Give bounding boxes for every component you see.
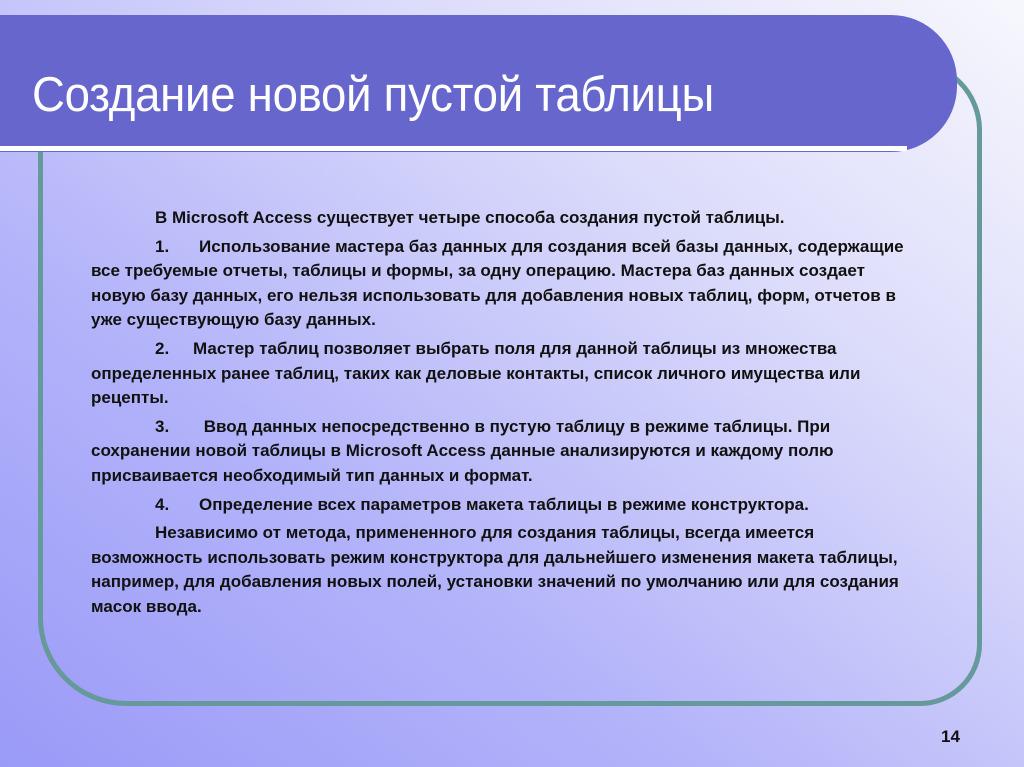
item-text: Использование мастера баз данных для создания всей базы данных, содержащие все требуемые отчеты, таблицы и формы, за одну операцию. Мастера баз данных создает новую базу данных, его нельзя использовать для добавления новых таблиц, форм, отчетов в уже существующую базу данных. — [91, 236, 904, 330]
list-item-3 — [91, 415, 921, 489]
item-number: 1. — [155, 236, 170, 256]
conclusion-paragraph: Независимо от метода, примененного для создания таблицы, всегда имеется возможность использовать режим конструктора для дальнейшего изменения макета таблицы, например, для добавления новых полей, установки значений по умолчанию или для создания масок ввода. — [91, 523, 899, 616]
list-item-1 — [91, 235, 921, 333]
item-number: 4. — [155, 494, 170, 514]
item-text: Мастер таблиц позволяет выбрать поля для данной таблицы из множества определенных ранее таблиц, таких как деловые контакты, список личного имущества или рецепты. — [91, 338, 861, 408]
list-item-4 — [91, 493, 921, 518]
slide-title: Создание новой пустой таблицы — [32, 68, 714, 122]
slide-body — [91, 206, 921, 624]
intro-paragraph: В Microsoft Access существует четыре способа создания пустой таблицы. — [155, 208, 785, 227]
title-bar — [0, 15, 957, 152]
item-text: Ввод данных непосредственно в пустую таблицу в режиме таблицы. При сохранении новой таблицы в Microsoft Access данные анализируются и каждому полю присваивается необходимый тип данных и формат. — [91, 416, 834, 485]
title-underline — [0, 146, 907, 151]
item-number: 3. — [155, 416, 170, 436]
item-text: Определение всех параметров макета таблицы в режиме конструктора. — [199, 494, 809, 514]
item-number: 2. — [155, 338, 170, 358]
list-item-2 — [91, 337, 921, 411]
page-number: 14 — [941, 727, 960, 746]
